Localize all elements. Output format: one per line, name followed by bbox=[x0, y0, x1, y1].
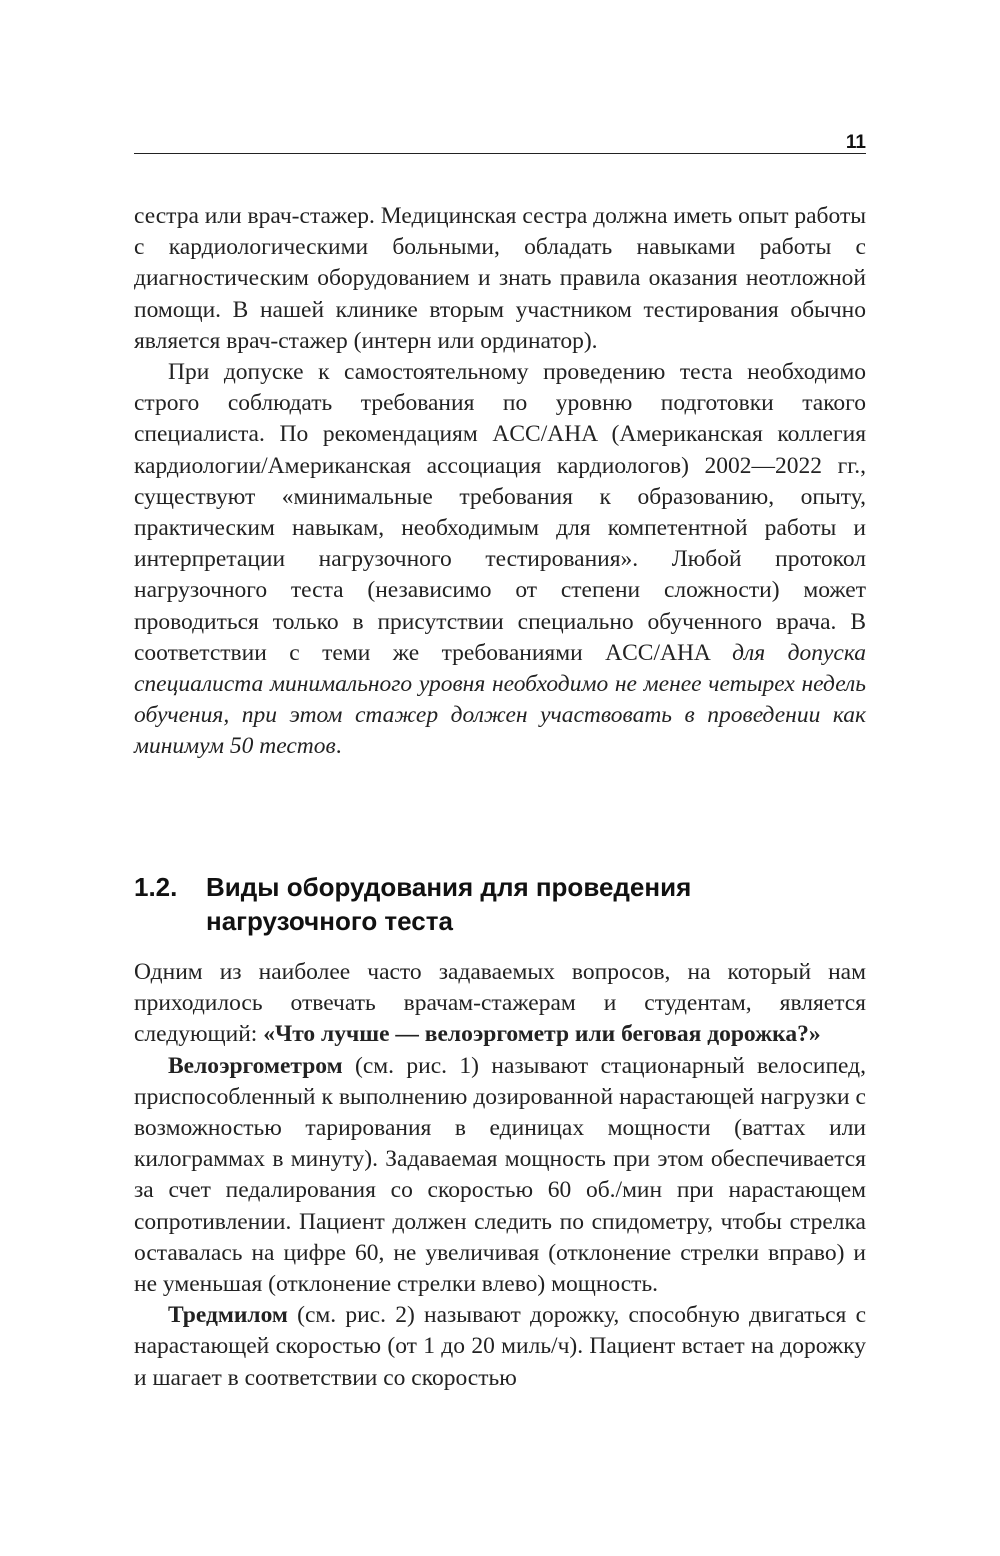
paragraph-treadmill bbox=[134, 1300, 866, 1394]
header-rule bbox=[134, 153, 866, 154]
body-text-bottom bbox=[134, 957, 866, 1394]
paragraph-text: Одним из наиболее часто задаваемых вопросов, на который нам приходилось отвечать врачам-стажерам и студентам, является следующий: bbox=[134, 959, 866, 1048]
page-number: 11 bbox=[845, 132, 866, 153]
paragraph-text: (см. рис. 1) называют стационарный велосипед, приспособленный к выполнению дозированной нарастающей нагрузки с возможностью тарирования в единицах мощности (ваттах или килограммах в минуту). Задаваемая мощность при этом обеспечивается за счет педалирования со скоростью 60 об./мин при нарастающем сопротивлении. Пациент должен следить по спидометру, чтобы стрелка оставалась на цифре 60, не увеличивая (отклонение стрелки вправо) и не уменьшая (отклонение стрелки влево) мощность. bbox=[134, 1052, 866, 1298]
paragraph-continuation: сестра или врач-стажер. Медицинская сестра должна иметь опыт работы с кардиологическими больными, обладать навыками работы с диагностическим оборудованием и знать правила оказания неотложной помощи. В нашей клинике вторым участником тестирования обычно является врач-стажер (интерн или ординатор). bbox=[134, 203, 867, 354]
paragraph-text: (см. рис. 2) называют дорожку, способную двигаться с нарастающей скоростью (от 1 до 20 миль/ч). Пациент встает на дорожку и шагает в соответствии со скоростью bbox=[134, 1302, 866, 1391]
paragraph-text: При допуске к самостоятельному проведению теста необходимо строго соблюдать требования по уровню подготовки такого специалиста. По рекомендациям ACC/AHA (Американская коллегия кардиологии/Американская ассоциация кардиологов) 2002—2022 гг., существуют «минимальные требования к образованию, опыту, практическим навыкам, необходимым для компетентной работы и интерпретации нагрузочного тестирования». Любой протокол нагрузочного теста (независимо от степени сложности) может проводиться только в присутствии специально обученного врача. В соответствии с теми же требованиями ACC/AHA bbox=[134, 359, 866, 666]
paragraph-veloergometer bbox=[134, 1051, 866, 1301]
paragraph-question bbox=[134, 957, 866, 1051]
paragraph-acc-aha bbox=[134, 357, 866, 763]
term-veloergometer: Велоэргометром bbox=[168, 1052, 343, 1079]
section-title: Виды оборудования для проведения нагрузочного теста bbox=[206, 872, 692, 936]
bold-question: «Что лучше — велоэргометр или беговая дорожка?» bbox=[263, 1021, 821, 1048]
section-number: 1.2. bbox=[134, 872, 178, 902]
emphasis-text: для допуска специалиста минимального уровня необходимо не менее четырех недель обучения, при этом стажер должен участвовать в проведении как минимум 50 тестов bbox=[134, 639, 866, 760]
paragraph-end: . bbox=[335, 733, 342, 760]
body-text-top bbox=[134, 201, 866, 763]
section-heading bbox=[134, 870, 866, 938]
term-treadmill: Тредмилом bbox=[168, 1302, 288, 1329]
